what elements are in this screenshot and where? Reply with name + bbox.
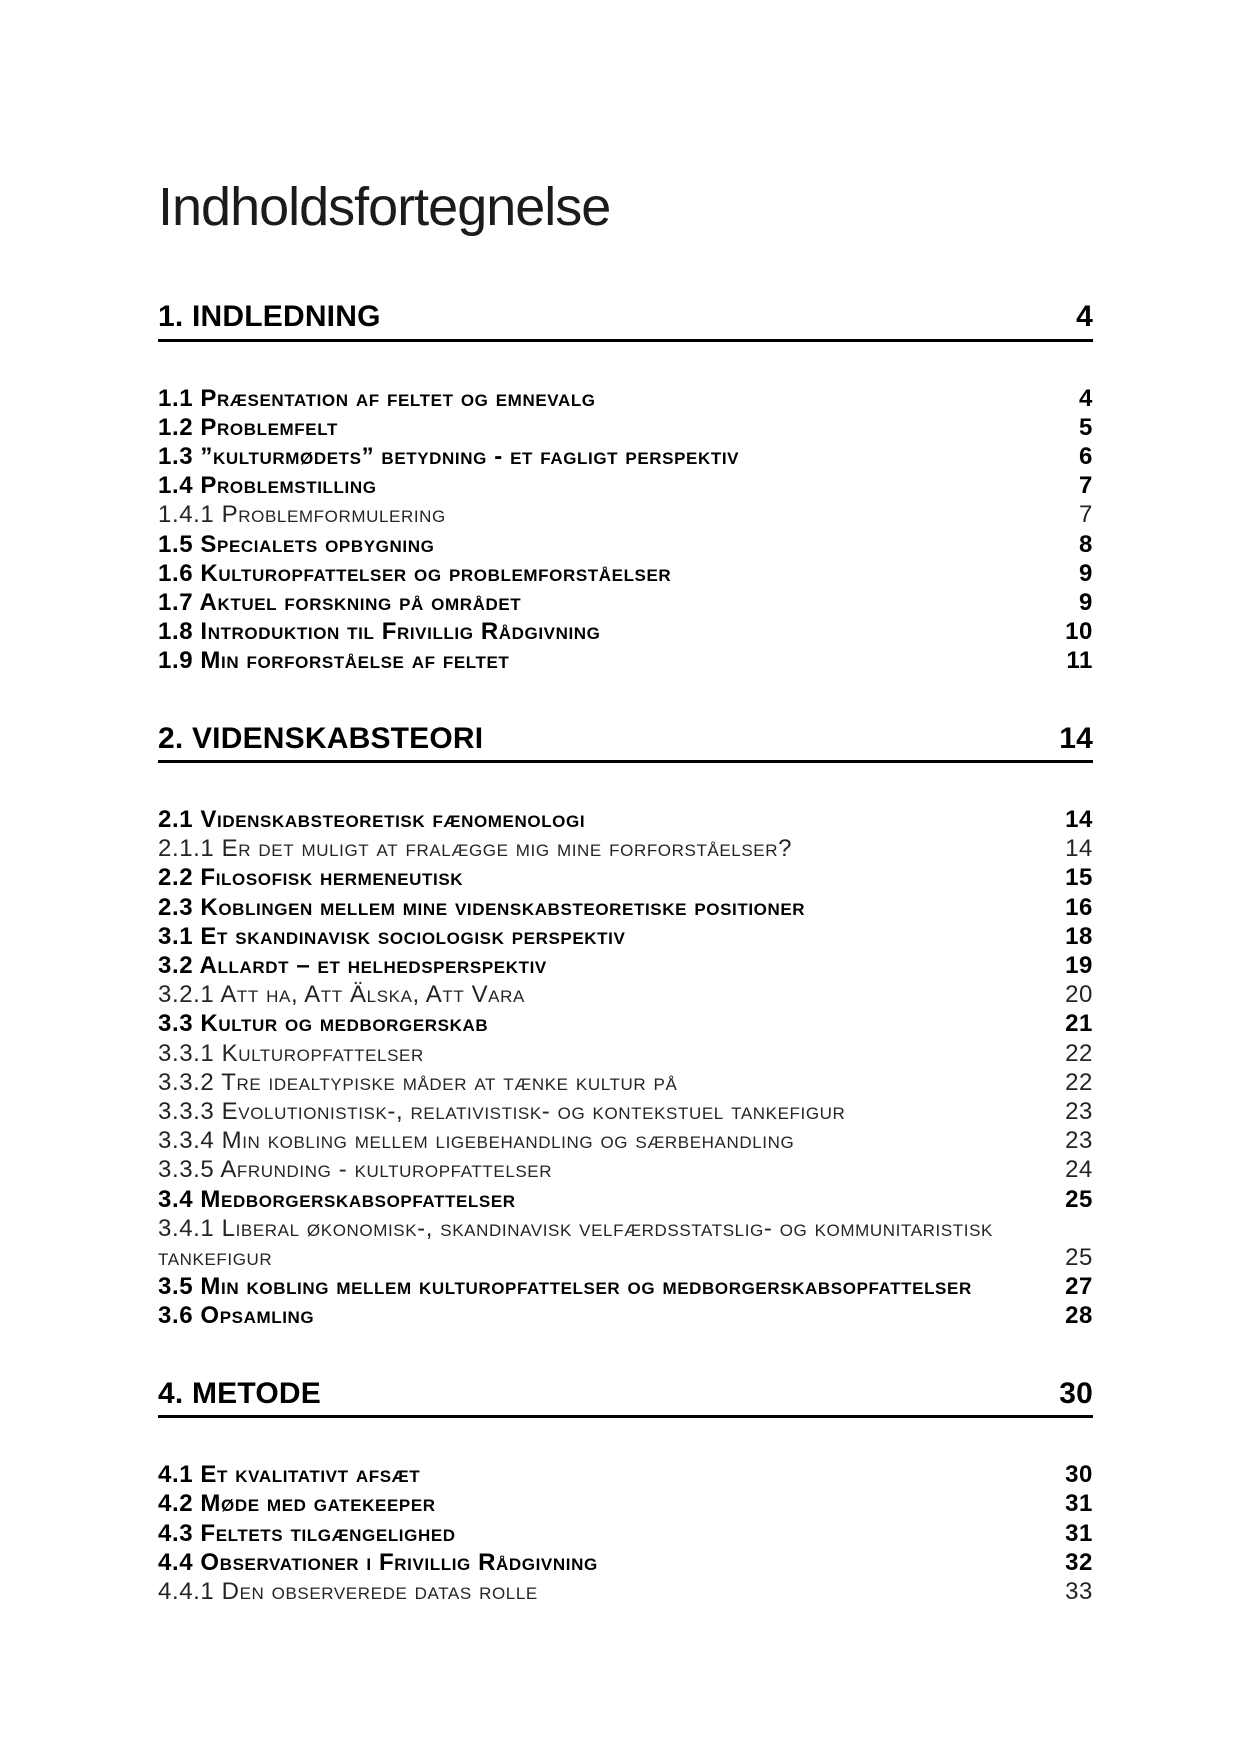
section-heading-page: 30: [1059, 1376, 1093, 1410]
toc-entry: [158, 617, 1093, 646]
toc-entry-label: 2.3 Koblingen mellem mine videnskabsteoretiske positioner: [158, 893, 806, 921]
toc-entry-label: 3.1 Et skandinavisk sociologisk perspektiv: [158, 922, 626, 950]
toc-entry-page: 23: [1065, 1098, 1093, 1126]
toc-entry-label: 3.3.2 Tre idealtypiske måder at tænke kultur på: [158, 1068, 678, 1096]
toc-entry: [158, 1185, 1093, 1214]
toc-entry-page: 16: [1065, 893, 1093, 921]
toc-entry-page: 28: [1065, 1302, 1093, 1330]
toc-entry-label: 3.5 Min kobling mellem kulturopfattelser og medborgerskabsopfattelser: [158, 1273, 972, 1301]
toc-entry: [158, 413, 1093, 442]
toc-entry-page: 10: [1065, 618, 1093, 646]
toc-entry-label: 3.6 Opsamling: [158, 1302, 315, 1330]
toc-entry-label: 2.1 Videnskabsteoretisk fænomenologi: [158, 806, 586, 834]
section-heading-row: [158, 300, 1093, 342]
toc-entry-page: 21: [1065, 1010, 1093, 1038]
toc-entry-label: 3.3.3 Evolutionistisk-, relativistisk- og kontekstuel tankefigur: [158, 1098, 846, 1126]
toc-entry-page: 5: [1079, 413, 1093, 441]
toc-entry: [158, 1243, 1093, 1272]
toc-entry-page: 25: [1065, 1244, 1093, 1272]
toc-entry: [158, 951, 1093, 980]
toc-entry: [158, 471, 1093, 500]
toc-entry-page: 19: [1065, 952, 1093, 980]
toc-entry: [158, 1214, 1093, 1243]
section-heading-label: 1. INDLEDNING: [158, 300, 381, 333]
toc-entry-page: 22: [1065, 1039, 1093, 1067]
toc-entry-page: 31: [1065, 1519, 1093, 1547]
section-heading-label: 2. VIDENSKABSTEORI: [158, 721, 484, 755]
toc-entry: [158, 1068, 1093, 1097]
toc-entry-label: 2.2 Filosofisk hermeneutisk: [158, 864, 464, 892]
toc-entry: [158, 1155, 1093, 1184]
toc-entry-label: 1.2 Problemfelt: [158, 413, 338, 441]
toc-entry-page: 23: [1065, 1127, 1093, 1155]
toc-entry-page: 9: [1079, 588, 1093, 616]
section-entries: [158, 1460, 1093, 1606]
toc-entry: [158, 442, 1093, 471]
toc-entry-label: 4.1 Et kvalitativt afsæt: [158, 1461, 421, 1489]
toc-entry: [158, 500, 1093, 529]
toc-entry-label: 1.1 Præsentation af feltet og emnevalg: [158, 384, 596, 412]
toc-entry-label: 3.4.1 Liberal økonomisk-, skandinavisk velfærdsstatslig- og kommunitaristisk: [158, 1214, 993, 1242]
section-heading-row: [158, 1377, 1093, 1419]
section-heading-row: [158, 722, 1093, 764]
toc-entry: [158, 1301, 1093, 1330]
section-heading-page: 4: [1076, 300, 1093, 333]
toc-entry-page: 14: [1065, 835, 1093, 863]
toc-entry: [158, 1272, 1093, 1301]
toc-entry-label: 1.3 ”kulturmødets” betydning - et fagligt perspektiv: [158, 442, 740, 470]
toc-entry: [158, 1577, 1093, 1606]
toc-entry: [158, 863, 1093, 892]
toc-entry: [158, 384, 1093, 413]
toc-entry: [158, 588, 1093, 617]
toc-entry-page: 20: [1065, 981, 1093, 1009]
toc-entry-label: 1.7 Aktuel forskning på området: [158, 588, 522, 616]
toc-entry-page: 24: [1065, 1156, 1093, 1184]
toc-entry: [158, 1548, 1093, 1577]
toc-entry-page: 31: [1065, 1490, 1093, 1518]
toc: [158, 300, 1093, 1606]
toc-entry: [158, 922, 1093, 951]
toc-entry-label: 3.2 Allardt – et helhedsperspektiv: [158, 952, 547, 980]
toc-entry-page: 6: [1079, 442, 1093, 470]
toc-entry: [158, 893, 1093, 922]
toc-entry-page: 30: [1065, 1461, 1093, 1489]
toc-section: [158, 1377, 1093, 1607]
toc-entry-label: tankefigur: [158, 1244, 273, 1272]
toc-entry-label: 1.4.1 Problemformulering: [158, 501, 446, 529]
toc-entry-label: 3.3.1 Kulturopfattelser: [158, 1039, 424, 1067]
toc-entry-page: 8: [1079, 530, 1093, 558]
toc-entry-page: 27: [1065, 1273, 1093, 1301]
toc-entry: [158, 1489, 1093, 1518]
section-entries: [158, 805, 1093, 1331]
toc-entry-label: 1.9 Min forforståelse af feltet: [158, 647, 510, 675]
toc-entry-label: 1.6 Kulturopfattelser og problemforståelser: [158, 559, 672, 587]
toc-entry-label: 4.4 Observationer i Frivillig Rådgivning: [158, 1548, 598, 1576]
toc-entry-page: 7: [1079, 472, 1093, 500]
toc-entry-label: 3.3 Kultur og medborgerskab: [158, 1010, 489, 1038]
toc-entry-page: 25: [1065, 1185, 1093, 1213]
toc-entry-label: 3.3.5 Afrunding - kulturopfattelser: [158, 1156, 553, 1184]
toc-entry: [158, 1039, 1093, 1068]
toc-entry: [158, 834, 1093, 863]
toc-entry: [158, 1460, 1093, 1489]
toc-entry: [158, 805, 1093, 834]
toc-entry: [158, 646, 1093, 675]
toc-section: [158, 300, 1093, 676]
toc-entry-page: 15: [1065, 864, 1093, 892]
toc-entry-page: 4: [1079, 384, 1093, 412]
toc-entry-page: 9: [1079, 559, 1093, 587]
toc-entry-label: 4.3 Feltets tilgængelighed: [158, 1519, 456, 1547]
toc-entry-page: 32: [1065, 1548, 1093, 1576]
toc-entry-label: 2.1.1 Er det muligt at fralægge mig mine forforståelser?: [158, 835, 793, 863]
toc-entry: [158, 1009, 1093, 1038]
toc-entry: [158, 1126, 1093, 1155]
page-title: Indholdsfortegnelse: [158, 177, 611, 237]
toc-entry-label: 3.2.1 Att ha, Att Älska, Att Vara: [158, 981, 525, 1009]
toc-entry-label: 1.4 Problemstilling: [158, 472, 377, 500]
toc-entry-label: 3.3.4 Min kobling mellem ligebehandling og særbehandling: [158, 1127, 795, 1155]
toc-entry-label: 1.5 Specialets opbygning: [158, 530, 435, 558]
toc-entry-label: 4.4.1 Den observerede datas rolle: [158, 1578, 538, 1605]
toc-entry-page: 14: [1065, 806, 1093, 834]
toc-entry-label: 4.2 Møde med gatekeeper: [158, 1490, 436, 1518]
toc-entry: [158, 559, 1093, 588]
toc-entry: [158, 980, 1093, 1009]
toc-entry-label: 1.8 Introduktion til Frivillig Rådgivning: [158, 618, 601, 646]
section-heading-label: 4. METODE: [158, 1376, 321, 1410]
toc-entry-label: 3.4 Medborgerskabsopfattelser: [158, 1185, 516, 1213]
section-entries: [158, 384, 1093, 676]
toc-entry: [158, 530, 1093, 559]
toc-entry-page: 11: [1066, 647, 1093, 675]
toc-entry-page: 33: [1065, 1578, 1093, 1605]
toc-entry-page: 18: [1065, 922, 1093, 950]
section-heading-page: 14: [1059, 721, 1093, 755]
toc-entry: [158, 1097, 1093, 1126]
toc-entry: [158, 1519, 1093, 1548]
toc-section: [158, 722, 1093, 1331]
toc-entry-page: 7: [1079, 501, 1093, 529]
toc-entry-page: 22: [1065, 1068, 1093, 1096]
